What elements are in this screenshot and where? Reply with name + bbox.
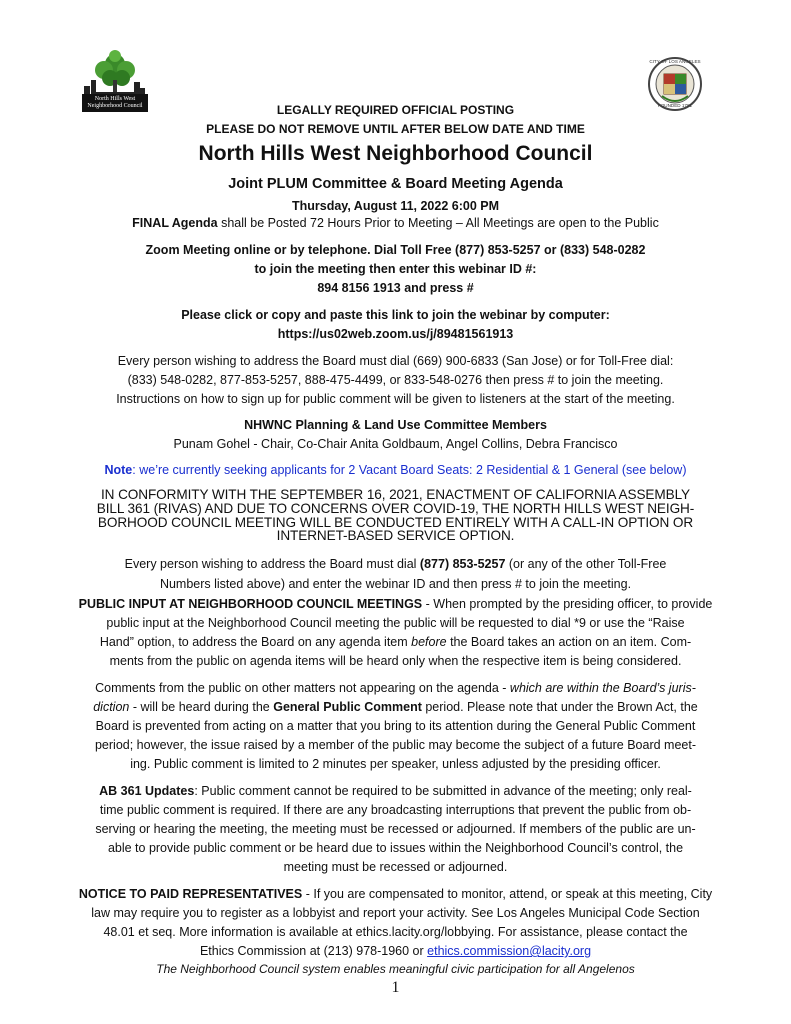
notice-line4	[40, 942, 751, 961]
conformity-line1: IN CONFORMITY WITH THE SEPTEMBER 16, 2021, ENACTMENT OF CALIFORNIA ASSEMBLY	[101, 487, 690, 502]
comments-line2-mid: - will be heard during the	[129, 700, 274, 714]
ab361-line1	[40, 782, 751, 801]
note-text: : we’re currently seeking applicants for 2 Vacant Board Seats: 2 Residential & 1 General (see below)	[132, 463, 687, 477]
zoom-link[interactable]: https://us02web.zoom.us/j/89481561913	[277, 327, 514, 341]
seal-text-bottom: FOUNDED 1781	[657, 103, 693, 108]
comments-line2-post: period. Please note that under the Brown Act, the	[421, 700, 698, 714]
public-input-line3-pre: Hand” option, to address the Board on any agenda item	[99, 635, 412, 649]
phone-line1: Every person wishing to address the Board must dial (669) 900-6833 (San Jose) or for Toll-Free dial:	[117, 354, 674, 368]
page-title: North Hills West Neighborhood Council	[198, 142, 593, 165]
ethics-email-link[interactable]: ethics.commission@lacity.org	[427, 944, 592, 958]
posting-line1: LEGALLY REQUIRED OFFICIAL POSTING	[276, 103, 515, 117]
notice-line1	[40, 885, 751, 904]
conformity-line2: BILL 361 (RIVAS) AND DUE TO CONCERNS OVER COVID-19, THE NORTH HILLS WEST NEIGH-	[96, 500, 695, 516]
comments-line1-pre: Comments from the public on other matters not appearing on the agenda -	[95, 681, 510, 695]
note-label: Note	[104, 463, 133, 477]
notice-line1-text: - If you are compensated to monitor, attend, or speak at this meeting, City	[302, 887, 713, 901]
zoom-line1: Zoom Meeting online or by telephone. Dial Toll Free (877) 853-5257 or (833) 548-0282	[145, 243, 646, 257]
public-input-line4: ments from the public on agenda items will be heard only when the respective item is being considered.	[109, 654, 682, 668]
conformity-notice	[40, 488, 751, 543]
public-input-line2: public input at the Neighborhood Council meeting the public will be requested to dial *9 or use the “Raise	[106, 616, 685, 630]
dial-post: (or any of the other Toll-Free	[505, 557, 667, 571]
footer-tagline: The Neighborhood Council system enables meaningful civic participation for all Angelenos	[156, 962, 635, 976]
ab361-line3: serving or hearing the meeting, the meeting must be recessed or adjourned. If members of the public are un-	[95, 822, 696, 836]
dial-line1	[40, 555, 751, 574]
webinar-id: 894 8156 1913 and press #	[317, 281, 474, 295]
public-input-line1	[40, 595, 751, 614]
dial-number: (877) 853-5257	[419, 557, 506, 571]
conformity-line3: BORHOOD COUNCIL MEETING WILL BE CONDUCTED ENTIRELY WITH A CALL-IN OPTION OR	[97, 514, 694, 530]
public-input-line3	[40, 633, 751, 652]
phone-line3: Instructions on how to sign up for public comment will be given to listeners at the start of the meeting.	[116, 392, 675, 406]
comments-line3: Board is prevented from acting on a matter that you bring to its attention during the General Public Comment	[95, 719, 696, 733]
committee-members: Punam Gohel - Chair, Co-Chair Anita Goldbaum, Angel Collins, Debra Francisco	[173, 437, 618, 451]
notice-line4-pre: Ethics Commission at (213) 978-1960 or	[199, 944, 428, 958]
ab361-heading: AB 361 Updates	[99, 784, 195, 798]
ab361-line4: able to provide public comment or be heard due to issues within the Neighborhood Council’s control, the	[107, 841, 684, 855]
logo-text-line1: North Hills West	[94, 96, 136, 102]
final-agenda-label: FINAL Agenda	[132, 216, 218, 230]
final-agenda-line	[40, 214, 751, 233]
public-input-heading: PUBLIC INPUT AT NEIGHBORHOOD COUNCIL MEETINGS	[78, 597, 423, 611]
public-input-before: before	[411, 635, 447, 649]
ab361-line5: meeting must be recessed or adjourned.	[283, 860, 508, 874]
page-subtitle: Joint PLUM Committee & Board Meeting Agenda	[228, 176, 563, 192]
ab361-line2: time public comment is required. If there are any broadcasting interruptions that prevent the public from ob-	[99, 803, 692, 817]
meeting-datetime: Thursday, August 11, 2022 6:00 PM	[291, 199, 500, 213]
posting-line2: PLEASE DO NOT REMOVE UNTIL AFTER BELOW DATE AND TIME	[206, 122, 585, 136]
page-number: 1	[391, 979, 400, 996]
comments-line5: ing. Public comment is limited to 2 minutes per speaker, unless adjusted by the presiding officer.	[130, 757, 661, 771]
ab361-line1-text: : Public comment cannot be required to be submitted in advance of the meeting; only real-	[194, 784, 692, 798]
zoom-link-instruction: Please click or copy and paste this link to join the webinar by computer:	[181, 308, 610, 322]
committee-heading: NHWNC Planning & Land Use Committee Members	[244, 418, 547, 432]
dial-pre: Every person wishing to address the Board must dial	[124, 557, 420, 571]
dial-line2: Numbers listed above) and enter the webinar ID and then press # to join the meeting.	[159, 577, 632, 591]
comments-line2	[40, 698, 751, 717]
notice-line3: 48.01 et seq. More information is available at ethics.lacity.org/lobbying. For assistance, please contact the	[103, 925, 688, 939]
notice-line2: law may require you to register as a lobbyist and report your activity. See Los Angeles Municipal Code Section	[91, 906, 700, 920]
logo-text-line2: Neighborhood Council	[87, 103, 143, 109]
final-agenda-text: shall be Posted 72 Hours Prior to Meeting – All Meetings are open to the Public	[217, 216, 659, 230]
comments-line1-italic: which are within the Board’s juris-	[509, 681, 696, 695]
public-input-text: - When prompted by the presiding officer, to provide	[422, 597, 713, 611]
zoom-line2: to join the meeting then enter this webinar ID #:	[254, 262, 537, 276]
phone-line2: (833) 548-0282, 877-853-5257, 888-475-4499, or 833-548-0276 then press # to join the meeting.	[127, 373, 664, 387]
seal-text-top: CITY OF LOS ANGELES	[649, 59, 701, 64]
comments-line2-italic: diction	[93, 700, 130, 714]
general-public-comment: General Public Comment	[273, 700, 422, 714]
vacancy-note	[40, 461, 751, 480]
conformity-line4: INTERNET-BASED SERVICE OPTION.	[276, 528, 515, 544]
notice-heading: NOTICE TO PAID REPRESENTATIVES	[78, 887, 303, 901]
comments-line1	[40, 679, 751, 698]
public-input-line3-post: the Board takes an action on an item. Com-	[446, 635, 692, 649]
comments-line4: period; however, the issue raised by a member of the public may become the subject of a future Board meet-	[94, 738, 696, 752]
